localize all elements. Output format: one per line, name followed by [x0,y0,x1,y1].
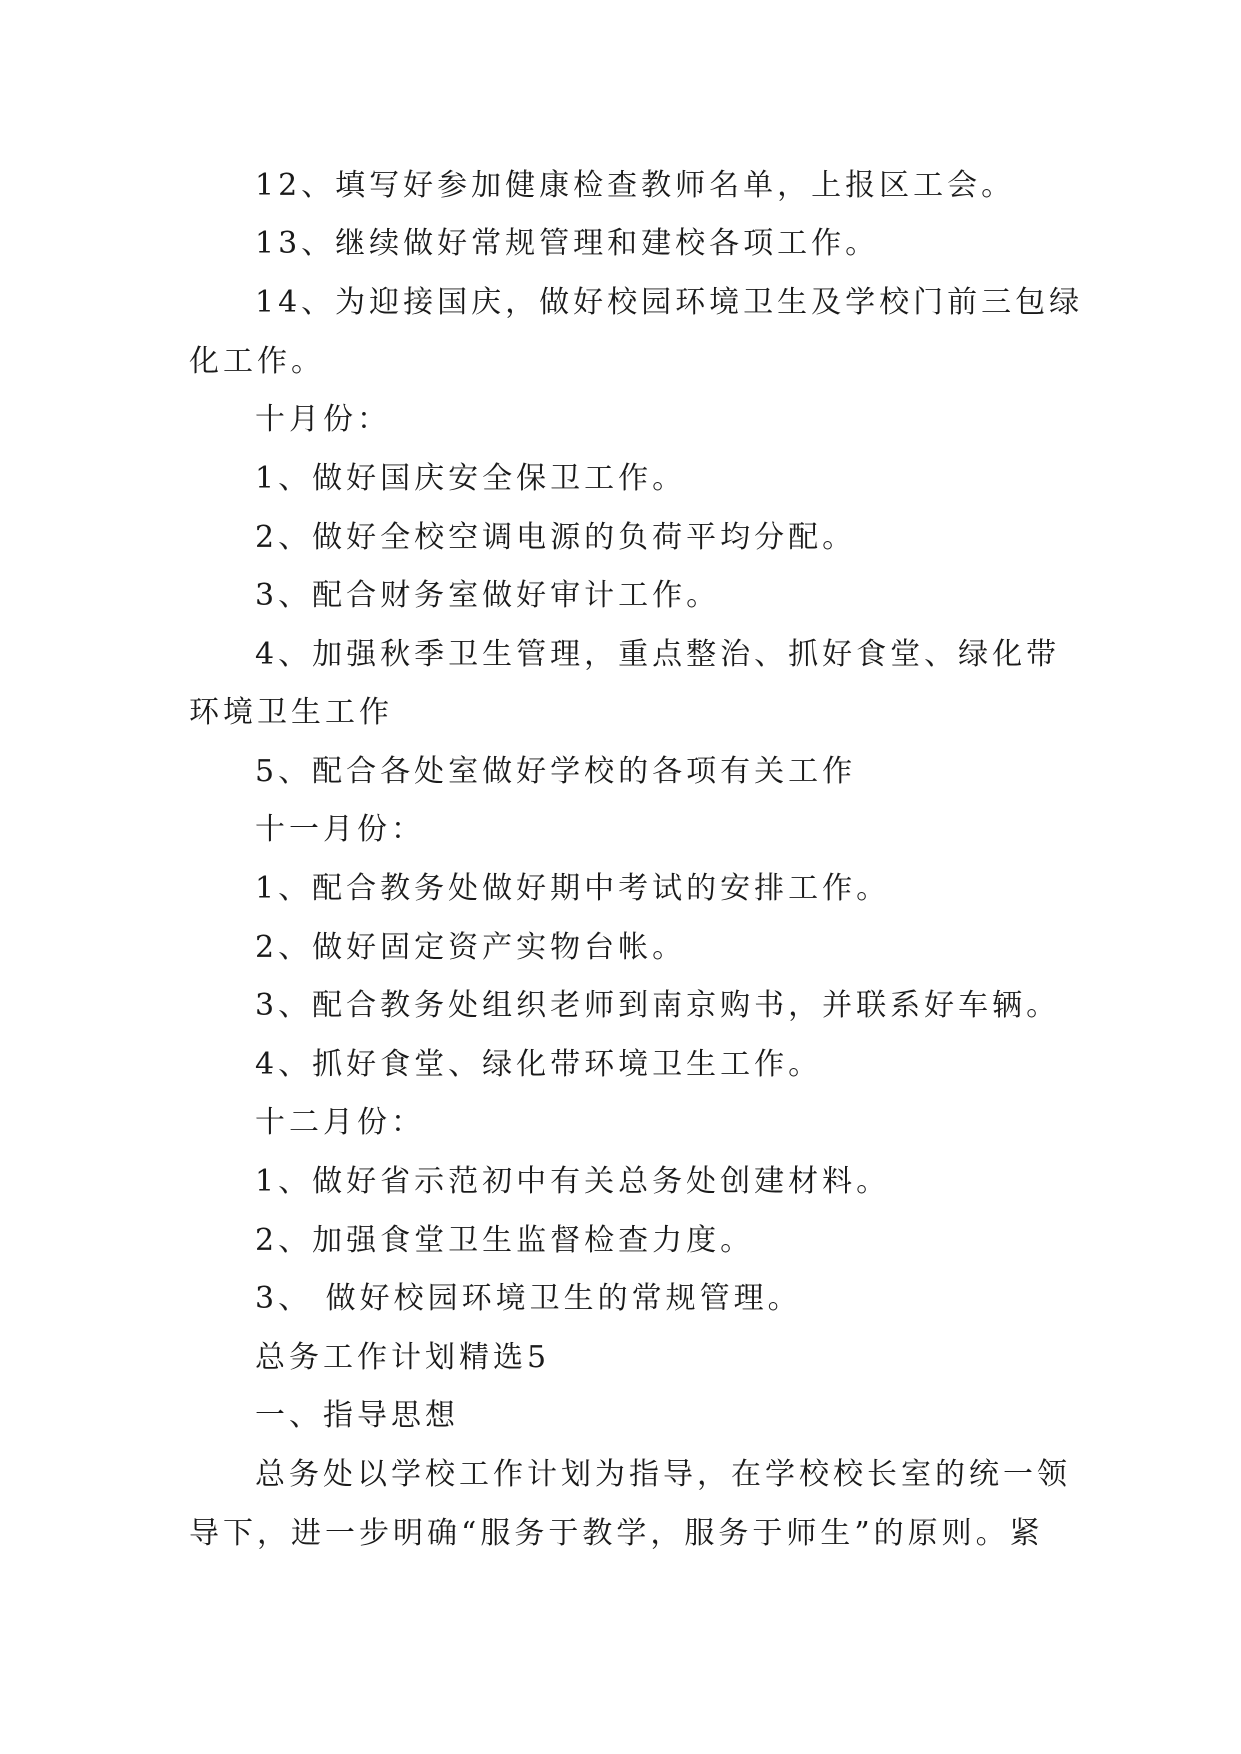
list-item-13-routine-management: 13、继续做好常规管理和建校各项工作。 [255,226,880,261]
december-item-3: 3、 做好校园环境卫生的常规管理。 [255,1281,802,1316]
paragraph-line-1: 总务处以学校工作计划为指导，在学校校长室的统一领 [255,1457,1071,1492]
october-item-4-line2: 环境卫生工作 [189,695,393,730]
section-heading-october: 十月份： [255,402,391,437]
november-item-1: 1、配合教务处做好期中考试的安排工作。 [255,871,891,906]
october-item-2: 2、做好全校空调电源的负荷平均分配。 [255,520,857,555]
november-item-4: 4、抓好食堂、绿化带环境卫生工作。 [255,1047,823,1082]
list-item-12-health-check: 12、填写好参加健康检查教师名单，上报区工会。 [255,168,1016,203]
december-item-2: 2、加强食堂卫生监督检查力度。 [255,1223,755,1258]
paragraph-line-2: 导下，进一步明确“服务于教学，服务于师生”的原则。紧 [189,1516,1044,1551]
section-heading-december: 十二月份： [255,1105,425,1140]
list-item-14-national-day-line2: 化工作。 [189,344,325,379]
november-item-2: 2、做好固定资产实物台帐。 [255,930,687,965]
october-item-1: 1、做好国庆安全保卫工作。 [255,461,687,496]
section-heading-november: 十一月份： [255,812,425,847]
subheading-guiding-ideology: 一、指导思想 [255,1398,459,1433]
october-item-3: 3、配合财务室做好审计工作。 [255,578,721,613]
list-item-14-national-day-line1: 14、为迎接国庆，做好校园环境卫生及学校门前三包绿 [255,285,1084,320]
december-item-1: 1、做好省示范初中有关总务处创建材料。 [255,1164,891,1199]
article-heading: 总务工作计划精选5 [255,1340,551,1375]
october-item-5: 5、配合各处室做好学校的各项有关工作 [255,754,857,789]
october-item-4-line1: 4、加强秋季卫生管理，重点整治、抓好食堂、绿化带 [255,637,1061,672]
november-item-3: 3、配合教务处组织老师到南京购书，并联系好车辆。 [255,988,1061,1023]
